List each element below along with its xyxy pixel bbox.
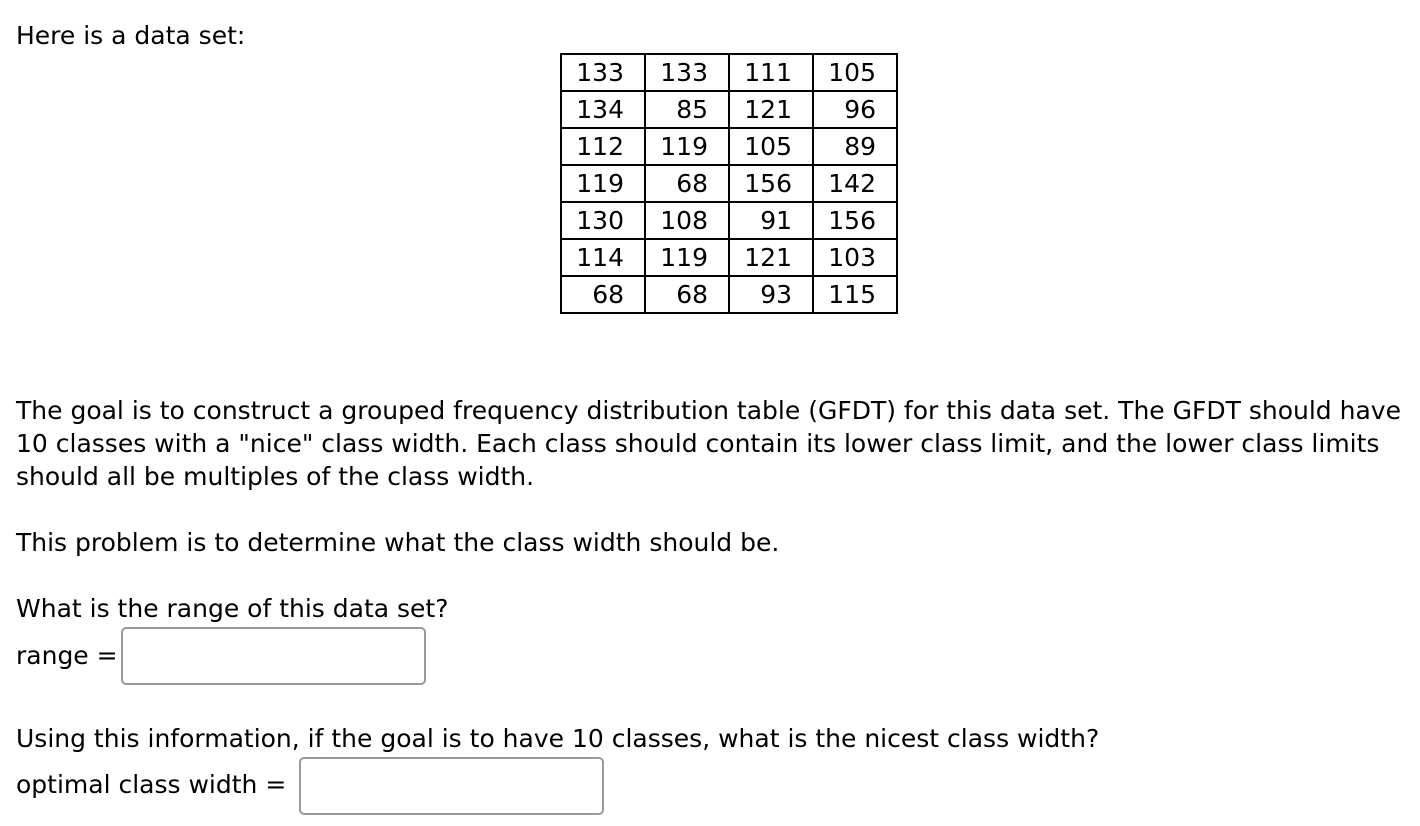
range-input[interactable]: [121, 627, 426, 685]
table-cell: 96: [813, 91, 897, 128]
intro-text: Here is a data set:: [16, 21, 246, 50]
table-cell: 121: [729, 91, 813, 128]
range-question: What is the range of this data set?: [16, 594, 449, 623]
table-cell: 91: [729, 202, 813, 239]
problem-statement: This problem is to determine what the class width should be.: [16, 528, 780, 557]
table-cell: 93: [729, 276, 813, 313]
table-cell: 130: [561, 202, 645, 239]
table-row: [561, 276, 897, 313]
table-cell: 119: [645, 128, 729, 165]
table-cell: 156: [729, 165, 813, 202]
table-cell: 68: [561, 276, 645, 313]
table-cell: 133: [645, 54, 729, 91]
table-cell: 105: [729, 128, 813, 165]
table-row: [561, 54, 897, 91]
table-cell: 89: [813, 128, 897, 165]
table-cell: 68: [645, 165, 729, 202]
table-row: [561, 128, 897, 165]
table-cell: 115: [813, 276, 897, 313]
class-width-label: optimal class width =: [16, 770, 287, 799]
table-row: [561, 202, 897, 239]
table-row: [561, 165, 897, 202]
table-cell: 156: [813, 202, 897, 239]
table-cell: 68: [645, 276, 729, 313]
table-row: [561, 91, 897, 128]
table-cell: 105: [813, 54, 897, 91]
table-cell: 111: [729, 54, 813, 91]
table-cell: 85: [645, 91, 729, 128]
class-width-question: Using this information, if the goal is to have 10 classes, what is the nicest class width?: [16, 724, 1100, 753]
table-cell: 112: [561, 128, 645, 165]
table-cell: 119: [561, 165, 645, 202]
table-cell: 142: [813, 165, 897, 202]
table-cell: 108: [645, 202, 729, 239]
goal-paragraph: The goal is to construct a grouped frequency distribution table (GFDT) for this data set. The GFDT should have 10 classes with a "nice" class width. Each class should contain its lower class limit, and the lower class limits should all be multiples of the class width.: [16, 396, 1401, 491]
table-cell: 121: [729, 239, 813, 276]
data-set-table: [560, 53, 898, 314]
table-cell: 134: [561, 91, 645, 128]
table-row: [561, 239, 897, 276]
range-label: range =: [16, 641, 118, 670]
table-cell: 103: [813, 239, 897, 276]
class-width-input[interactable]: [299, 757, 604, 815]
table-cell: 133: [561, 54, 645, 91]
table-cell: 114: [561, 239, 645, 276]
table-cell: 119: [645, 239, 729, 276]
